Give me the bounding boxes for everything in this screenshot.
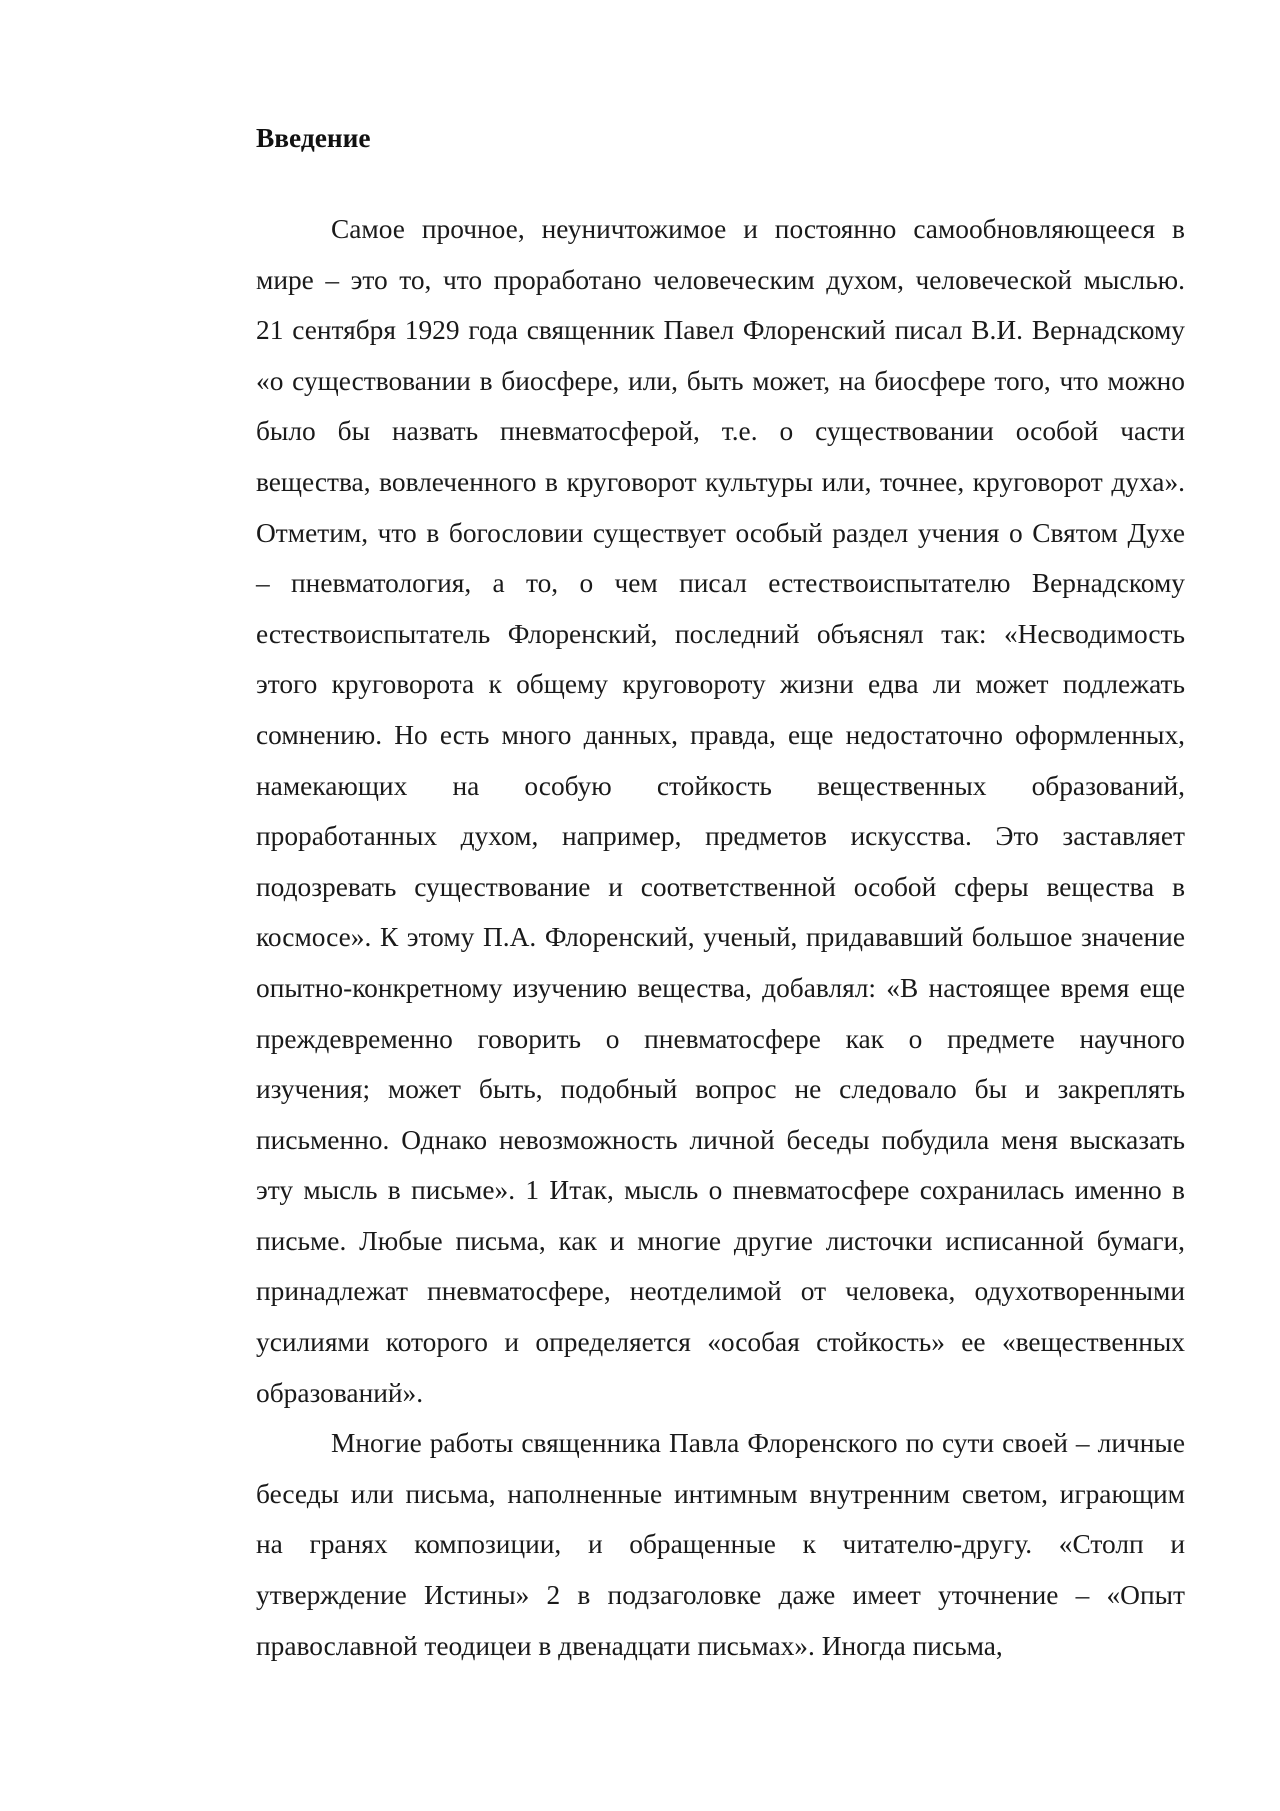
text-line: этого круговорота к общему круговороту жизни едва ли может подлежать [256,669,1185,700]
text-line: принадлежат пневматосфере, неотделимой от человека, одухотворенными [256,1276,1185,1307]
text-line: мире – это то, что проработано человеческим духом, человеческой мыслью. [256,264,1185,295]
text-line: беседы или письма, наполненные интимным внутренним светом, играющим [256,1478,1185,1509]
text-line: сомнению. Но есть много данных, правда, еще недостаточно оформленных, [256,719,1185,750]
text-line: Многие работы священника Павла Флоренского по сути своей – личные [331,1428,1185,1459]
text-line: было бы назвать пневматосферой, т.е. о существовании особой части [256,416,1185,447]
paragraph [181,204,1185,1418]
text-line: намекающих на особую стойкость вещественных образований, [256,770,1185,801]
text-line: усилиями которого и определяется «особая стойкость» ее «вещественных [256,1327,1185,1358]
body-text [181,204,1185,1671]
text-line: естествоиспытатель Флоренский, последний объяснял так: «Несводимость [256,618,1185,649]
text-line: эту мысль в письме». 1 Итак, мысль о пневматосфере сохранилась именно в [256,1175,1185,1206]
text-line: на гранях композиции, и обращенные к читателю-другу. «Столп и [256,1529,1185,1560]
text-line: Самое прочное, неуничтожимое и постоянно самообновляющееся в [331,214,1185,244]
text-line: проработанных духом, например, предметов искусства. Это заставляет [256,821,1185,852]
text-line: образований». [256,1377,424,1408]
text-line: опытно-конкретному изучению вещества, добавлял: «В настоящее время еще [256,972,1185,1003]
text-line: вещества, вовлеченного в круговорот культуры или, точнее, круговорот духа». [256,466,1185,497]
paragraph [181,1418,1185,1671]
text-line: подозревать существование и соответственной особой сферы вещества в [256,871,1185,902]
text-line: космосе». К этому П.А. Флоренский, ученый, придававший большое значение [256,922,1185,953]
section-heading: Введение [256,123,371,153]
text-line: – пневматология, а то, о чем писал естествоиспытателю Вернадскому [256,568,1185,599]
text-line: утверждение Истины» 2 в подзаголовке даже имеет уточнение – «Опыт [256,1580,1185,1611]
text-line: письме. Любые письма, как и многие другие листочки исписанной бумаги, [256,1225,1185,1256]
text-line: «о существовании в биосфере, или, быть может, на биосфере того, что можно [256,365,1185,396]
text-line: Отметим, что в богословии существует особый раздел учения о Святом Духе [256,517,1185,548]
text-line: 21 сентября 1929 года священник Павел Флоренский писал В.И. Вернадскому [256,315,1185,346]
text-line: изучения; может быть, подобный вопрос не следовало бы и закреплять [256,1074,1185,1105]
text-line: письменно. Однако невозможность личной беседы побудила меня высказать [256,1124,1185,1155]
text-line: православной теодицеи в двенадцати письмах». Иногда письма, [256,1630,1003,1661]
text-line: преждевременно говорить о пневматосфере как о предмете научного [256,1023,1185,1054]
